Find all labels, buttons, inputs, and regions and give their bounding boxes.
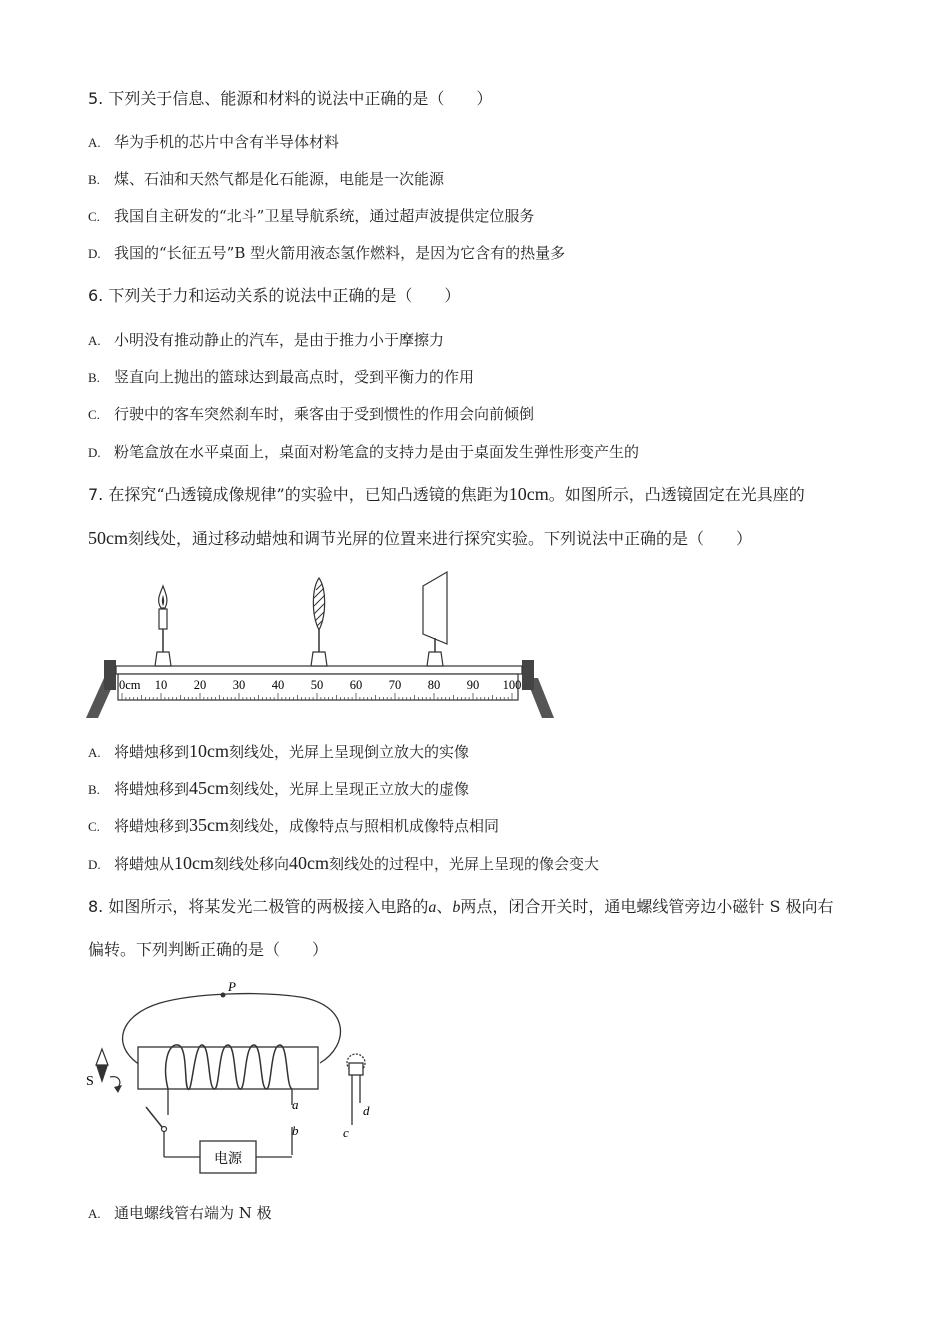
option-text: 竖直向上抛出的篮球达到最高点时，受到平衡力的作用: [114, 368, 475, 386]
question-number: 8.: [88, 897, 104, 916]
option-text: 小明没有推动静止的汽车，是由于推力小于摩擦力: [114, 331, 445, 349]
q7-option-a: [88, 741, 469, 763]
q8-option-a: [88, 1203, 272, 1224]
light-screen-icon: [423, 572, 447, 666]
question-stem-part: 。如图所示，凸透镜固定在光具座的: [548, 485, 805, 504]
question-5: [88, 89, 492, 109]
question-number: 6.: [88, 286, 104, 305]
option-letter: A.: [88, 333, 101, 348]
q5-option-b: [88, 169, 444, 190]
lead-d-label: d: [363, 1103, 370, 1118]
separator: 、: [436, 897, 453, 916]
option-text: 刻线处的过程中，光屏上呈现的像会变大: [329, 855, 600, 873]
option-text: 刻线处移向: [214, 855, 290, 873]
q6-option-d: [88, 442, 639, 463]
question-number: 7.: [88, 485, 104, 504]
point-b-label: b: [452, 899, 461, 916]
scale-label: 70: [388, 678, 402, 692]
option-value: 10cm: [174, 853, 215, 873]
point-a-label: a: [428, 899, 437, 916]
scale-label: 60: [349, 678, 363, 692]
lens-position-value: 50cm: [88, 528, 128, 548]
option-text: 将蜡烛移到: [114, 817, 190, 835]
question-stem-part: 如图所示，将某发光二极管的两极接入电路的: [108, 897, 429, 916]
scale-label: 80: [427, 678, 441, 692]
option-text: 我国自主研发的“北斗”卫星导航系统，通过超声波提供定位服务: [114, 207, 535, 225]
bench-rail: [116, 666, 522, 674]
bench-right-end: [522, 660, 534, 690]
q6-option-b: [88, 367, 474, 388]
question-7: [88, 484, 805, 505]
option-letter: A.: [88, 1206, 101, 1221]
q5-option-c: [88, 206, 534, 227]
option-text: 刻线处，光屏上呈现倒立放大的实像: [229, 743, 470, 761]
optical-bench-figure: [80, 568, 560, 723]
option-text: 刻线处，成像特点与照相机成像特点相同: [229, 817, 500, 835]
scale-label: 100: [502, 678, 522, 692]
option-value: 35cm: [189, 815, 230, 835]
convex-lens-icon: [311, 578, 327, 666]
q6-option-c: [88, 404, 534, 425]
option-letter: A.: [88, 135, 101, 150]
option-letter: C.: [88, 209, 100, 224]
bench-left-end: [104, 660, 116, 690]
option-text: 通电螺线管右端为 N 极: [114, 1204, 272, 1222]
s-pole-label: S: [86, 1074, 94, 1089]
question-number: 5.: [88, 89, 104, 108]
option-text: 将蜡烛移到: [114, 780, 190, 798]
scale-label: 50: [310, 678, 324, 692]
option-letter: D.: [88, 246, 101, 261]
focal-length-value: 10cm: [508, 484, 549, 504]
switch-icon: [146, 1107, 162, 1127]
question-6: [88, 286, 460, 306]
q7-option-b: [88, 778, 469, 800]
option-text: 将蜡烛移到: [114, 743, 190, 761]
option-value: 40cm: [289, 853, 330, 873]
option-value: 10cm: [189, 741, 230, 761]
question-stem: 下列关于力和运动关系的说法中正确的是（ ）: [108, 286, 461, 305]
option-letter: B.: [88, 370, 100, 385]
q7-option-c: [88, 815, 499, 837]
option-letter: B.: [88, 782, 100, 797]
question-stem: 下列关于信息、能源和材料的说法中正确的是（ ）: [108, 89, 493, 108]
option-text: 煤、石油和天然气都是化石能源，电能是一次能源: [114, 170, 445, 188]
power-supply-label: 电源: [214, 1151, 242, 1167]
option-text: 将蜡烛从: [114, 855, 175, 873]
question-stem-part: 在探究“凸透镜成像规律”的实验中，已知凸透镜的焦距为: [108, 485, 509, 504]
q6-option-a: [88, 330, 444, 351]
question-stem-part: 偏转。下列判断正确的是（ ）: [88, 940, 329, 959]
question-stem-part: 两点，闭合开关时，通电螺线管旁边小磁针 S 极向右: [460, 897, 834, 916]
point-b-label-fig: b: [292, 1123, 299, 1138]
compass-needle-icon: [96, 1049, 122, 1093]
lead-c-label: c: [343, 1125, 349, 1140]
point-p-label: P: [228, 979, 236, 994]
option-text: 我国的“长征五号”B 型火箭用液态氢作燃料，是因为它含有的热量多: [114, 244, 566, 262]
q7-option-d: [88, 853, 599, 875]
scale-label: 0cm: [119, 678, 141, 692]
scale-label: 40: [271, 678, 285, 692]
scale-label: 90: [466, 678, 480, 692]
option-letter: B.: [88, 172, 100, 187]
question-7-line-2: [88, 528, 752, 549]
q5-option-a: [88, 132, 339, 153]
scale-label: 20: [193, 678, 207, 692]
option-letter: D.: [88, 857, 101, 872]
candle-icon: [155, 586, 171, 666]
scale-label: 30: [232, 678, 246, 692]
option-text: 刻线处，光屏上呈现正立放大的虚像: [229, 780, 470, 798]
question-8: [88, 897, 834, 918]
q5-option-d: [88, 243, 565, 264]
option-text: 华为手机的芯片中含有半导体材料: [114, 133, 340, 151]
option-text: 粉笔盒放在水平桌面上，桌面对粉笔盒的支持力是由于桌面发生弹性形变产生的: [114, 443, 640, 461]
option-letter: C.: [88, 819, 100, 834]
question-8-line-2: [88, 940, 328, 960]
option-value: 45cm: [189, 778, 230, 798]
option-letter: D.: [88, 445, 101, 460]
option-letter: C.: [88, 407, 100, 422]
question-stem-part: 刻线处，通过移动蜡烛和调节光屏的位置来进行探究实验。下列说法中正确的是（ ）: [128, 529, 753, 548]
scale-label: 10: [154, 678, 168, 692]
point-a-label-fig: a: [292, 1097, 299, 1112]
solenoid-circuit-figure: [80, 975, 390, 1185]
option-text: 行驶中的客车突然刹车时，乘客由于受到惯性的作用会向前倾倒: [114, 405, 535, 423]
option-letter: A.: [88, 745, 101, 760]
